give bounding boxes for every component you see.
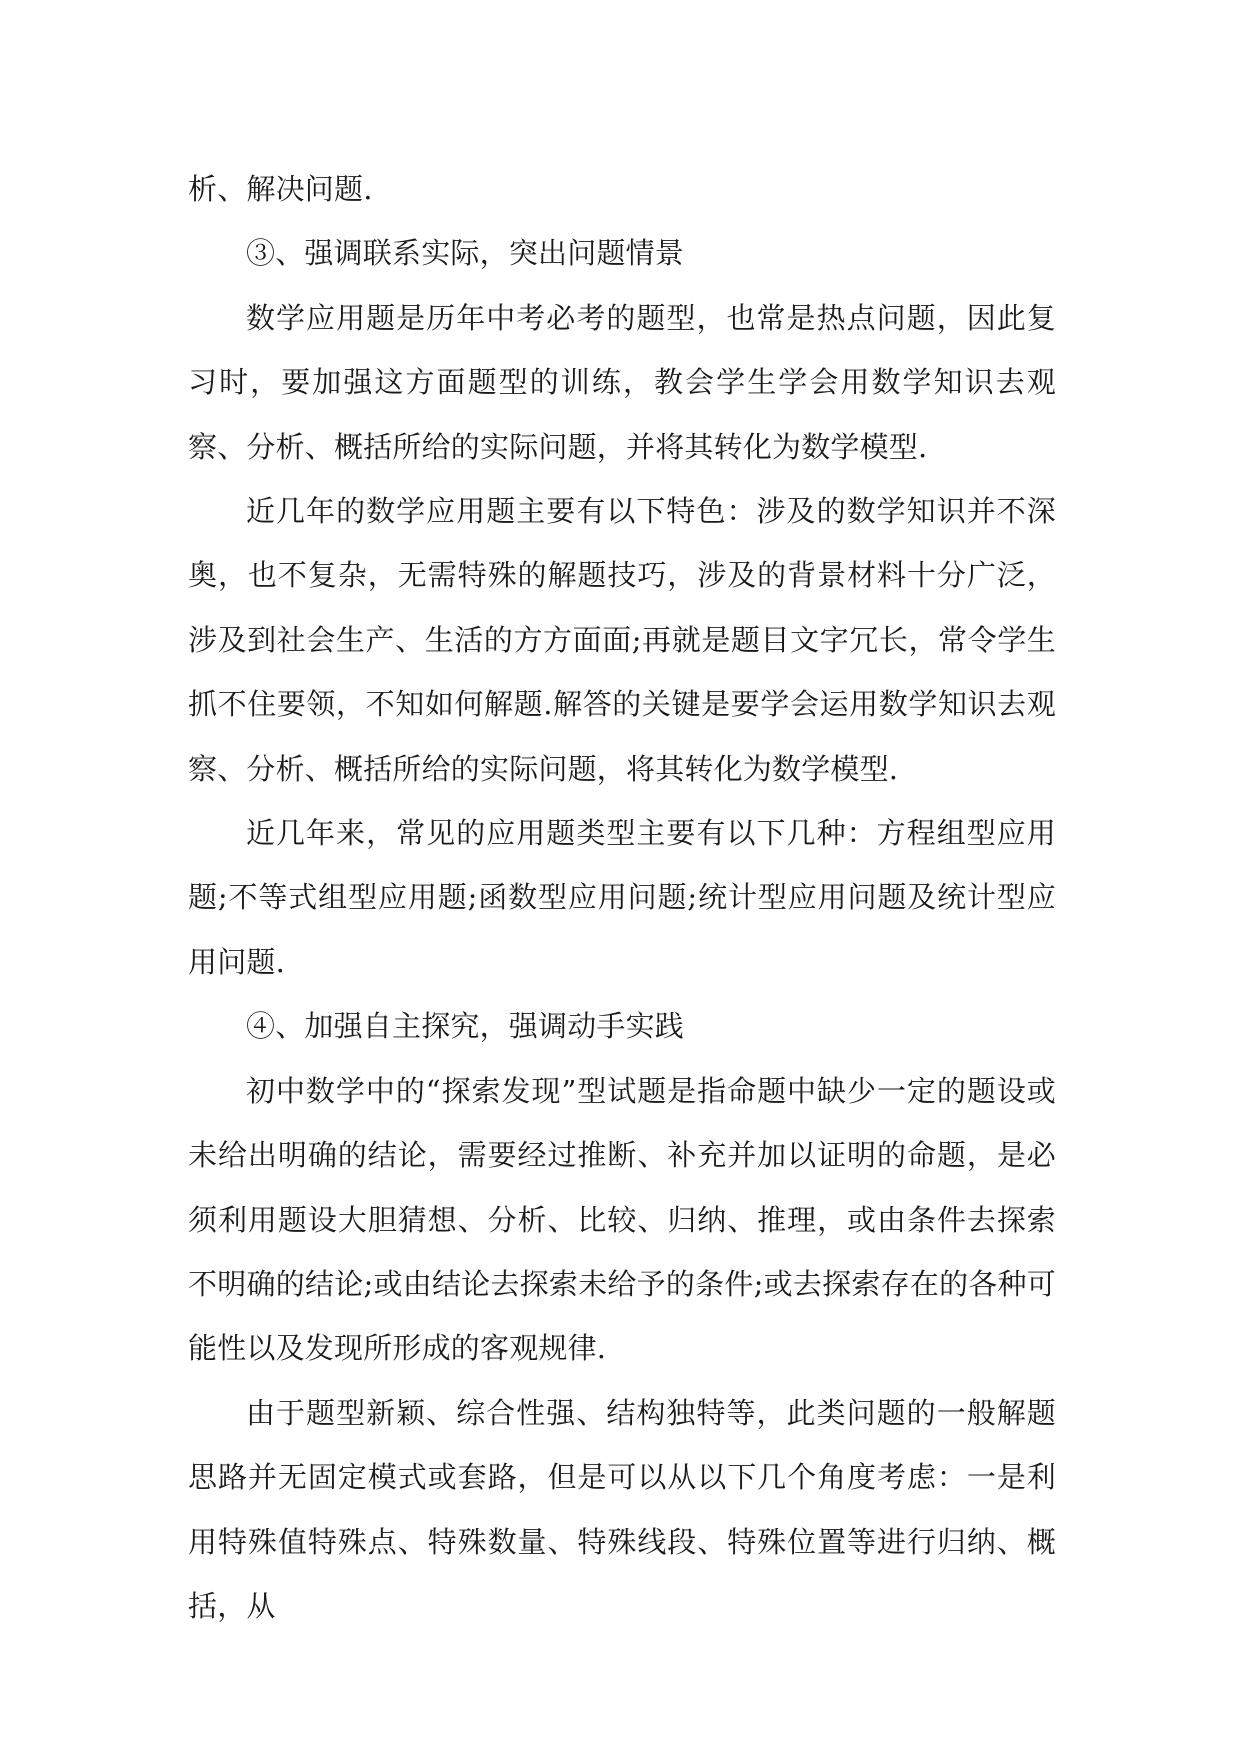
section-heading-3: ③、强调联系实际，突出问题情景 (246, 236, 685, 271)
paragraph-features: 近几年的数学应用题主要有以下特色：涉及的数学知识并不深奥，也不复杂，无需特殊的解题技巧，涉及的背景材料十分广泛，涉及到社会生产、生活的方方面面;再就是题目文字冗长，常令学生抓不住要领，不知如何解题.解答的关键是要学会运用数学知识去观察、分析、概括所给的实际问题，将其转化为数学模型. (188, 494, 1056, 786)
paragraph-application-problems: 数学应用题是历年中考必考的题型，也常是热点问题，因此复习时，要加强这方面题型的训练，教会学生学会用数学知识去观察、分析、概括所给的实际问题，并将其转化为数学模型. (188, 300, 1056, 464)
section-heading-4: ④、加强自主探究，强调动手实践 (246, 1009, 685, 1044)
paragraph-solution-approach: 由于题型新颖、综合性强、结构独特等，此类问题的一般解题思路并无固定模式或套路，但是可以从以下几个角度考虑：一是利用特殊值特殊点、特殊数量、特殊线段、特殊位置等进行归纳、概括，从 (188, 1395, 1056, 1623)
paragraph-problem-types: 近几年来，常见的应用题类型主要有以下几种：方程组型应用题;不等式组型应用题;函数型应用问题;统计型应用问题及统计型应用问题. (188, 816, 1056, 979)
document-body (188, 157, 1056, 1638)
paragraph-continuation: 析、解决问题. (188, 172, 373, 206)
paragraph-exploration: 初中数学中的“探索发现”型试题是指命题中缺少一定的题设或未给出明确的结论，需要经过推断、补充并加以证明的命题，是必须利用题设大胆猜想、分析、比较、归纳、推理，或由条件去探索不明确的结论;或由结论去探索未给予的条件;或去探索存在的各种可能性以及发现所形成的客观规律. (188, 1073, 1056, 1366)
